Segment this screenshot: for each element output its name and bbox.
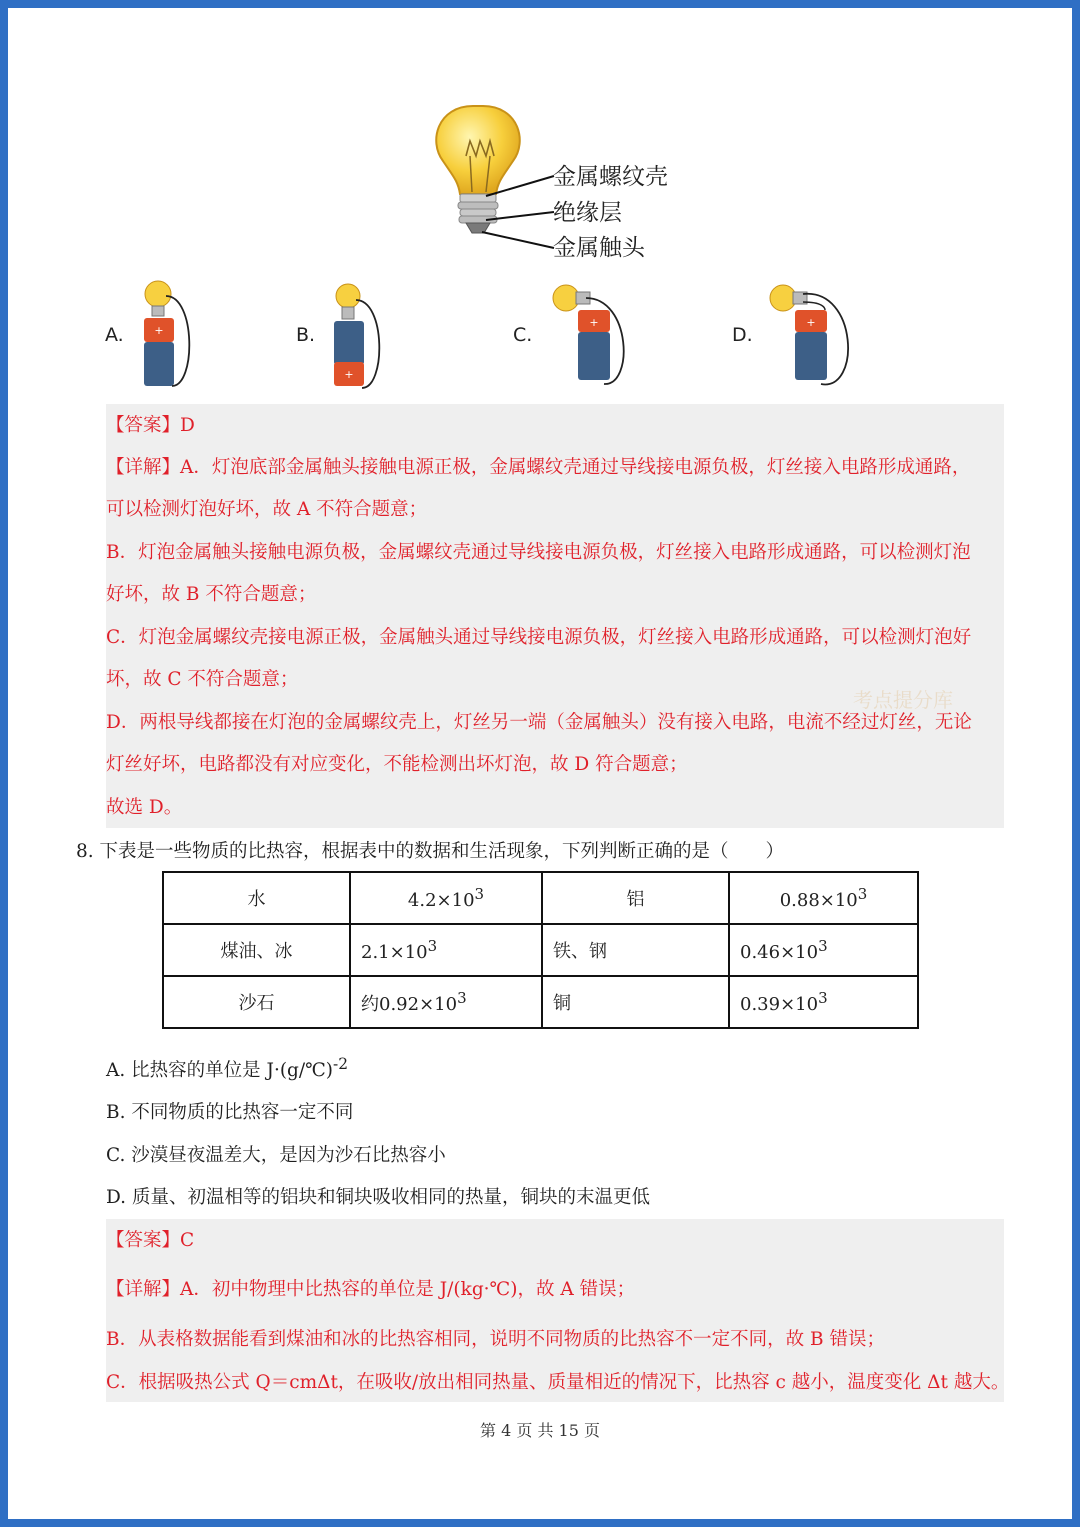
detail-label: 【详解】 xyxy=(106,457,181,478)
detail-line-q8-1: B．从表格数据能看到煤油和冰的比热容相同，说明不同物质的比热容不一定不同，故 B 错误； xyxy=(106,1329,885,1350)
table-cell: $0.46\times 10^3$ xyxy=(729,924,918,976)
table-cell: 铜 xyxy=(542,976,729,1028)
table-row xyxy=(163,924,918,976)
detail-line-q7-8: 故选 D。 xyxy=(106,797,183,818)
table-cell: 水 xyxy=(163,872,350,924)
option-8b: B. 不同物质的比热容一定不同 xyxy=(106,1102,354,1123)
specific-heat-table xyxy=(162,871,919,1029)
svg-text:+: + xyxy=(154,324,164,337)
option-c-label: C. xyxy=(513,324,533,346)
watermark: 考点提分库 xyxy=(853,688,953,712)
option-a-label: A. xyxy=(105,324,124,346)
detail-line-q7-2: B．灯泡金属触头接触电源负极，金属螺纹壳通过导线接电源负极，灯丝接入电路形成通路，可以检测灯泡 xyxy=(106,542,971,563)
table-cell: 铁、钢 xyxy=(542,924,729,976)
table-cell: $2.1\times 10^3$ xyxy=(350,924,542,976)
table-cell: $0.39\times 10^3$ xyxy=(729,976,918,1028)
option-b-circuit xyxy=(326,278,386,394)
option-a-circuit xyxy=(136,274,196,390)
option-b-label: B. xyxy=(296,324,316,346)
detail-line-q7-0 xyxy=(106,456,970,480)
document-page xyxy=(8,8,1072,1519)
answer-line-q8 xyxy=(106,1229,194,1253)
detail-text: A．初中物理中比热容的单位是 J/(kg·℃)，故 A 错误； xyxy=(180,1279,636,1300)
detail-line-q7-6: D．两根导线都接在灯泡的金属螺纹壳上，灯丝另一端（金属触头）没有接入电路，电流不经过灯丝，无论 xyxy=(106,712,972,733)
detail-label: 【详解】 xyxy=(106,1279,181,1300)
table-cell: 沙石 xyxy=(163,976,350,1028)
table-cell: $4.2\times 10^3$ xyxy=(350,872,542,924)
answer-value: C xyxy=(180,1230,195,1251)
table-row xyxy=(163,872,918,924)
question-text: 下表是一些物质的比热容，根据表中的数据和生活现象，下列判断正确的是（ ） xyxy=(99,841,785,862)
option-c-circuit xyxy=(546,280,636,390)
svg-text:+: + xyxy=(589,316,599,329)
question-8-stem xyxy=(76,840,784,864)
question-number: 8. xyxy=(76,841,94,862)
svg-text:+: + xyxy=(806,316,816,329)
detail-text: A．灯泡底部金属触头接触电源正极，金属螺纹壳通过导线接电源负极，灯丝接入电路形成通路， xyxy=(180,457,971,478)
answer-label: 【答案】 xyxy=(106,415,181,436)
detail-line-q8-0 xyxy=(106,1278,635,1302)
table-row xyxy=(163,976,918,1028)
option-d-circuit xyxy=(763,280,858,396)
svg-text:+: + xyxy=(344,368,354,381)
detail-line-q7-4: C．灯泡金属螺纹壳接电源正极，金属触头通过导线接电源负极，灯丝接入电路形成通路，可以检测灯泡好 xyxy=(106,627,972,648)
answer-line-q7 xyxy=(106,414,195,438)
option-8d: D. 质量、初温相等的铝块和铜块吸收相同的热量，铜块的末温更低 xyxy=(106,1187,650,1208)
page-footer: 第 4 页 共 15 页 xyxy=(480,1421,600,1440)
option-d-label: D. xyxy=(732,324,753,346)
table-cell: 约$0.92\times 10^3$ xyxy=(350,976,542,1028)
answer-label: 【答案】 xyxy=(106,1230,181,1251)
detail-line-q7-3: 好坏，故 B 不符合题意； xyxy=(106,584,317,605)
answer-value: D xyxy=(180,415,195,436)
table-cell: 铝 xyxy=(542,872,729,924)
option-8c: C. 沙漠昼夜温差大，是因为沙石比热容小 xyxy=(106,1145,446,1166)
table-cell: 煤油、冰 xyxy=(163,924,350,976)
detail-line-q7-7: 灯丝好坏，电路都没有对应变化，不能检测出坏灯泡，故 D 符合题意； xyxy=(106,754,688,775)
table-cell: $0.88\times 10^3$ xyxy=(729,872,918,924)
callout-metal-screw-shell: 金属螺纹壳 xyxy=(553,164,668,190)
detail-line-q8-2: C．根据吸热公式 Q＝cmΔt，在吸收/放出相同热量、质量相近的情况下，比热容 c 越小，温度变化 Δt 越大。 xyxy=(106,1372,1010,1393)
detail-line-q7-1: 可以检测灯泡好坏，故 A 不符合题意； xyxy=(106,499,428,520)
option-8a: A. 比热容的单位是 J·(g/℃)$^{-2}$ xyxy=(106,1055,349,1082)
detail-line-q7-5: 坏，故 C 不符合题意； xyxy=(106,669,299,690)
callout-insulation-layer: 绝缘层 xyxy=(553,200,622,226)
callout-metal-contact: 金属触头 xyxy=(553,235,645,261)
